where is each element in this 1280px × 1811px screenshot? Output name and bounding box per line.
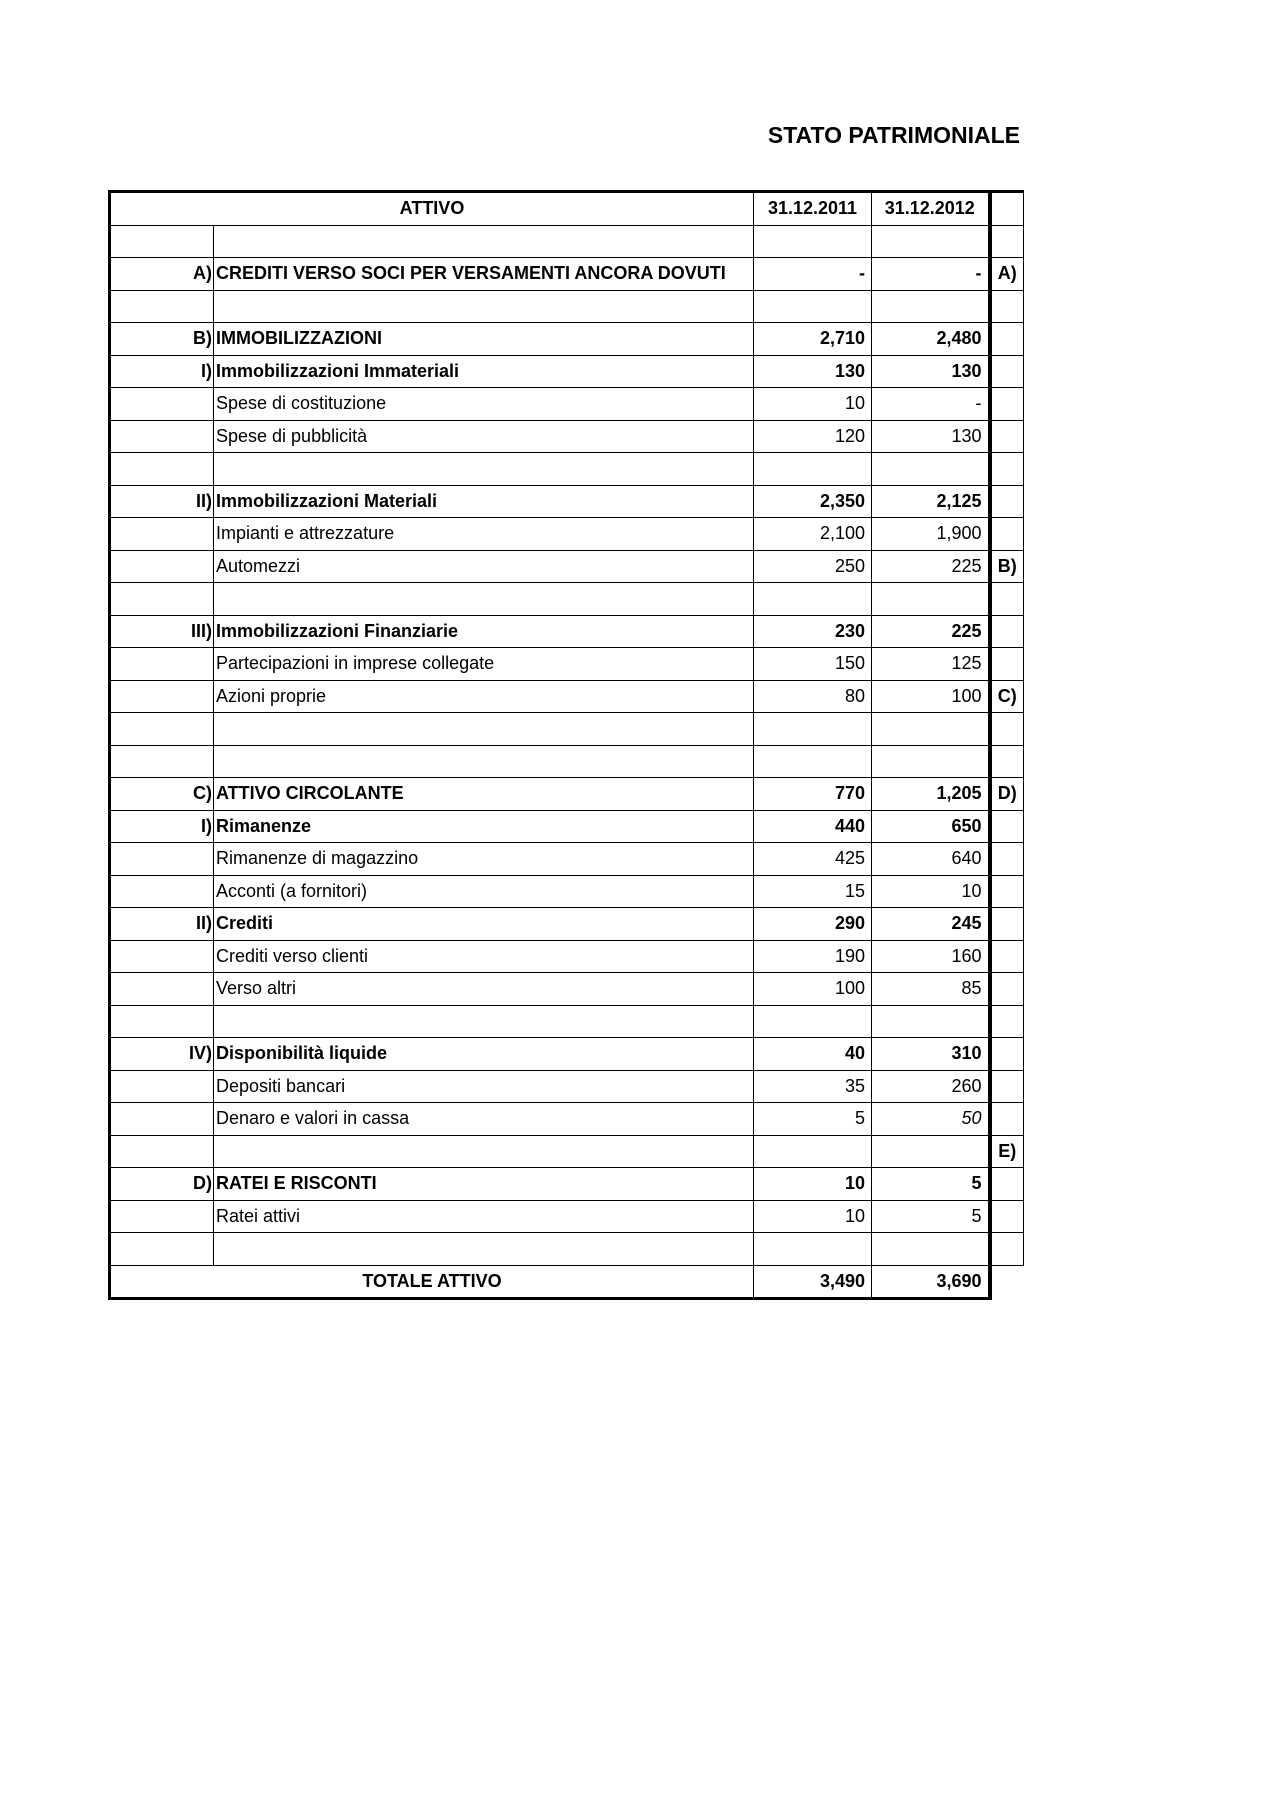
row-value-2011 bbox=[754, 453, 872, 486]
table-row bbox=[110, 258, 1024, 291]
table-row bbox=[110, 1038, 1024, 1071]
row-value-2011 bbox=[754, 745, 872, 778]
row-value-2011 bbox=[754, 225, 872, 258]
row-code: C) bbox=[110, 778, 214, 811]
row-code: I) bbox=[110, 355, 214, 388]
table-row bbox=[110, 973, 1024, 1006]
row-desc: Immobilizzazioni Immateriali bbox=[214, 355, 754, 388]
row-desc: ATTIVO CIRCOLANTE bbox=[214, 778, 754, 811]
row-value-2011: 770 bbox=[754, 778, 872, 811]
row-value-2012: 100 bbox=[872, 680, 990, 713]
row-value-2012: 10 bbox=[872, 875, 990, 908]
row-marker: A) bbox=[990, 258, 1024, 291]
row-code bbox=[110, 518, 214, 551]
row-value-2011: 290 bbox=[754, 908, 872, 941]
row-marker bbox=[990, 1005, 1024, 1038]
row-desc: Acconti (a fornitori) bbox=[214, 875, 754, 908]
table-row bbox=[110, 615, 1024, 648]
row-value-2011 bbox=[754, 290, 872, 323]
table-row bbox=[110, 1005, 1024, 1038]
row-value-2012: 2,125 bbox=[872, 485, 990, 518]
row-code bbox=[110, 1070, 214, 1103]
row-desc: Depositi bancari bbox=[214, 1070, 754, 1103]
row-code bbox=[110, 680, 214, 713]
total-label: TOTALE ATTIVO bbox=[110, 1265, 754, 1299]
row-code bbox=[110, 583, 214, 616]
row-value-2012 bbox=[872, 290, 990, 323]
row-value-2012 bbox=[872, 453, 990, 486]
row-code: A) bbox=[110, 258, 214, 291]
row-marker bbox=[990, 1168, 1024, 1201]
table-row bbox=[110, 778, 1024, 811]
row-desc: Denaro e valori in cassa bbox=[214, 1103, 754, 1136]
row-desc: RATEI E RISCONTI bbox=[214, 1168, 754, 1201]
row-desc: Ratei attivi bbox=[214, 1200, 754, 1233]
row-code bbox=[110, 420, 214, 453]
table-row bbox=[110, 388, 1024, 421]
row-value-2011: 2,710 bbox=[754, 323, 872, 356]
table-row bbox=[110, 648, 1024, 681]
row-value-2011 bbox=[754, 583, 872, 616]
table-row bbox=[110, 1168, 1024, 1201]
row-desc: Disponibilità liquide bbox=[214, 1038, 754, 1071]
row-value-2012: 650 bbox=[872, 810, 990, 843]
row-marker bbox=[990, 420, 1024, 453]
row-value-2012 bbox=[872, 583, 990, 616]
row-value-2012: 130 bbox=[872, 420, 990, 453]
row-value-2011: 10 bbox=[754, 1168, 872, 1201]
row-value-2011: 230 bbox=[754, 615, 872, 648]
row-value-2011 bbox=[754, 713, 872, 746]
row-value-2012 bbox=[872, 745, 990, 778]
row-value-2011: 35 bbox=[754, 1070, 872, 1103]
table-row bbox=[110, 1070, 1024, 1103]
row-code bbox=[110, 973, 214, 1006]
row-marker bbox=[990, 1038, 1024, 1071]
table-row bbox=[110, 420, 1024, 453]
table-row bbox=[110, 225, 1024, 258]
row-desc: Automezzi bbox=[214, 550, 754, 583]
row-value-2011: - bbox=[754, 258, 872, 291]
table-row bbox=[110, 453, 1024, 486]
row-code bbox=[110, 290, 214, 323]
row-code bbox=[110, 648, 214, 681]
row-marker bbox=[990, 355, 1024, 388]
row-desc bbox=[214, 583, 754, 616]
row-code bbox=[110, 550, 214, 583]
row-value-2011 bbox=[754, 1005, 872, 1038]
table-row bbox=[110, 518, 1024, 551]
row-value-2011 bbox=[754, 1135, 872, 1168]
row-marker bbox=[990, 388, 1024, 421]
header-row bbox=[110, 192, 1024, 226]
table-row bbox=[110, 1200, 1024, 1233]
row-marker: D) bbox=[990, 778, 1024, 811]
row-value-2011: 130 bbox=[754, 355, 872, 388]
row-code bbox=[110, 225, 214, 258]
row-value-2012: 1,205 bbox=[872, 778, 990, 811]
table-row bbox=[110, 713, 1024, 746]
row-value-2011: 100 bbox=[754, 973, 872, 1006]
row-value-2012: 225 bbox=[872, 615, 990, 648]
row-code bbox=[110, 713, 214, 746]
row-value-2011: 150 bbox=[754, 648, 872, 681]
row-desc bbox=[214, 1233, 754, 1266]
row-desc: Verso altri bbox=[214, 973, 754, 1006]
page-title: STATO PATRIMONIALE bbox=[767, 122, 1020, 148]
table-row bbox=[110, 680, 1024, 713]
row-code: II) bbox=[110, 485, 214, 518]
row-value-2012: 2,480 bbox=[872, 323, 990, 356]
row-value-2012: 85 bbox=[872, 973, 990, 1006]
row-value-2012: 640 bbox=[872, 843, 990, 876]
row-code bbox=[110, 1233, 214, 1266]
row-marker bbox=[990, 810, 1024, 843]
row-code bbox=[110, 1135, 214, 1168]
row-code: I) bbox=[110, 810, 214, 843]
row-value-2012 bbox=[872, 225, 990, 258]
row-value-2011: 10 bbox=[754, 388, 872, 421]
header-2012: 31.12.2012 bbox=[872, 192, 990, 226]
row-desc bbox=[214, 1005, 754, 1038]
row-value-2011 bbox=[754, 1233, 872, 1266]
row-value-2012 bbox=[872, 713, 990, 746]
row-marker: E) bbox=[990, 1135, 1024, 1168]
table-row bbox=[110, 550, 1024, 583]
row-marker: B) bbox=[990, 550, 1024, 583]
row-code bbox=[110, 745, 214, 778]
row-desc: Azioni proprie bbox=[214, 680, 754, 713]
row-value-2011: 5 bbox=[754, 1103, 872, 1136]
total-row bbox=[110, 1265, 1024, 1299]
row-value-2012: 5 bbox=[872, 1200, 990, 1233]
row-desc: Spese di costituzione bbox=[214, 388, 754, 421]
row-value-2011: 250 bbox=[754, 550, 872, 583]
row-desc: Impianti e attrezzature bbox=[214, 518, 754, 551]
row-marker bbox=[990, 290, 1024, 323]
row-desc: Spese di pubblicità bbox=[214, 420, 754, 453]
row-value-2012: 260 bbox=[872, 1070, 990, 1103]
row-desc: Rimanenze bbox=[214, 810, 754, 843]
row-value-2012: 125 bbox=[872, 648, 990, 681]
row-value-2011: 120 bbox=[754, 420, 872, 453]
row-code: IV) bbox=[110, 1038, 214, 1071]
row-value-2011: 2,350 bbox=[754, 485, 872, 518]
table-row bbox=[110, 810, 1024, 843]
table-row bbox=[110, 355, 1024, 388]
row-desc bbox=[214, 713, 754, 746]
table-row bbox=[110, 940, 1024, 973]
row-desc: IMMOBILIZZAZIONI bbox=[214, 323, 754, 356]
row-desc bbox=[214, 1135, 754, 1168]
row-marker bbox=[990, 1233, 1024, 1266]
row-marker bbox=[990, 1070, 1024, 1103]
row-marker bbox=[990, 843, 1024, 876]
row-value-2012: 1,900 bbox=[872, 518, 990, 551]
balance-sheet-table bbox=[108, 190, 1024, 1300]
row-marker bbox=[990, 973, 1024, 1006]
row-value-2011: 10 bbox=[754, 1200, 872, 1233]
row-code bbox=[110, 1200, 214, 1233]
row-value-2011: 40 bbox=[754, 1038, 872, 1071]
total-value-2012: 3,690 bbox=[872, 1265, 990, 1299]
row-value-2012: 5 bbox=[872, 1168, 990, 1201]
row-code: III) bbox=[110, 615, 214, 648]
row-desc: CREDITI VERSO SOCI PER VERSAMENTI ANCORA DOVUTI bbox=[214, 258, 754, 291]
row-marker bbox=[990, 583, 1024, 616]
total-value-2011: 3,490 bbox=[754, 1265, 872, 1299]
row-marker bbox=[990, 615, 1024, 648]
row-marker bbox=[990, 518, 1024, 551]
row-value-2011: 80 bbox=[754, 680, 872, 713]
row-code bbox=[110, 875, 214, 908]
row-marker bbox=[990, 485, 1024, 518]
row-marker bbox=[990, 908, 1024, 941]
header-2011: 31.12.2011 bbox=[754, 192, 872, 226]
row-marker bbox=[990, 1200, 1024, 1233]
row-code bbox=[110, 388, 214, 421]
row-desc bbox=[214, 453, 754, 486]
row-code bbox=[110, 1103, 214, 1136]
row-value-2012: 225 bbox=[872, 550, 990, 583]
row-value-2011: 2,100 bbox=[754, 518, 872, 551]
row-code bbox=[110, 1005, 214, 1038]
row-desc bbox=[214, 225, 754, 258]
row-marker bbox=[990, 323, 1024, 356]
row-marker: C) bbox=[990, 680, 1024, 713]
row-value-2012: - bbox=[872, 388, 990, 421]
row-value-2011: 190 bbox=[754, 940, 872, 973]
row-desc: Crediti bbox=[214, 908, 754, 941]
row-value-2012: 50 bbox=[872, 1103, 990, 1136]
row-marker bbox=[990, 225, 1024, 258]
table-row bbox=[110, 1233, 1024, 1266]
row-value-2011: 15 bbox=[754, 875, 872, 908]
row-desc: Rimanenze di magazzino bbox=[214, 843, 754, 876]
row-value-2012: - bbox=[872, 258, 990, 291]
row-code bbox=[110, 453, 214, 486]
table-row bbox=[110, 323, 1024, 356]
row-code: II) bbox=[110, 908, 214, 941]
row-value-2011: 440 bbox=[754, 810, 872, 843]
row-value-2012: 130 bbox=[872, 355, 990, 388]
row-code: D) bbox=[110, 1168, 214, 1201]
row-code bbox=[110, 843, 214, 876]
row-desc: Crediti verso clienti bbox=[214, 940, 754, 973]
row-value-2012: 245 bbox=[872, 908, 990, 941]
row-desc bbox=[214, 745, 754, 778]
row-marker bbox=[990, 745, 1024, 778]
header-attivo: ATTIVO bbox=[110, 192, 754, 226]
table-row bbox=[110, 908, 1024, 941]
table-row bbox=[110, 875, 1024, 908]
table-row bbox=[110, 843, 1024, 876]
row-marker bbox=[990, 940, 1024, 973]
row-desc: Immobilizzazioni Finanziarie bbox=[214, 615, 754, 648]
row-value-2012 bbox=[872, 1135, 990, 1168]
row-marker bbox=[990, 1103, 1024, 1136]
row-code: B) bbox=[110, 323, 214, 356]
row-desc bbox=[214, 290, 754, 323]
row-marker bbox=[990, 648, 1024, 681]
table-row bbox=[110, 583, 1024, 616]
row-value-2012: 310 bbox=[872, 1038, 990, 1071]
table-row bbox=[110, 745, 1024, 778]
row-marker bbox=[990, 875, 1024, 908]
table-row bbox=[110, 1135, 1024, 1168]
row-desc: Partecipazioni in imprese collegate bbox=[214, 648, 754, 681]
header-marker bbox=[990, 192, 1024, 226]
table-row bbox=[110, 290, 1024, 323]
total-marker bbox=[990, 1265, 1024, 1299]
row-value-2012: 160 bbox=[872, 940, 990, 973]
row-marker bbox=[990, 713, 1024, 746]
table-row bbox=[110, 485, 1024, 518]
table-row bbox=[110, 1103, 1024, 1136]
row-marker bbox=[990, 453, 1024, 486]
row-code bbox=[110, 940, 214, 973]
row-value-2012 bbox=[872, 1005, 990, 1038]
row-desc: Immobilizzazioni Materiali bbox=[214, 485, 754, 518]
row-value-2012 bbox=[872, 1233, 990, 1266]
row-value-2011: 425 bbox=[754, 843, 872, 876]
